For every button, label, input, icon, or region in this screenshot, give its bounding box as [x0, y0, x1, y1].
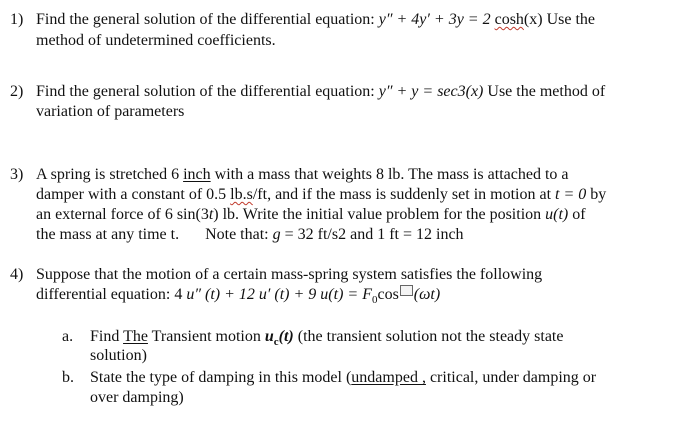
- q4-a-text: Find: [90, 328, 124, 345]
- q4-f0-subscript: 0: [371, 294, 378, 307]
- q4-omega-t: (ωt): [413, 286, 441, 303]
- q3-l1-text: A spring is stretched 6: [36, 166, 184, 183]
- q3-u-of-t: u(t): [545, 206, 569, 223]
- q4-a-c-subscript: c: [273, 336, 279, 349]
- q4-a-of-t: (t): [278, 328, 294, 345]
- q3-l2-text: damper with a constant of 0.5: [36, 186, 231, 203]
- q3-line4: [36, 225, 464, 245]
- q2-line1: [36, 82, 605, 102]
- q2-line2: variation of parameters: [36, 103, 185, 120]
- q4-a-u: u: [264, 328, 274, 345]
- q4-a-label: a.: [62, 328, 74, 345]
- q3-t-var: t: [208, 206, 214, 223]
- q3-line2: [36, 185, 606, 205]
- q2-equation: y″ + y = sec3(x): [378, 83, 484, 100]
- q4-a-tail: (the transient solution not the steady state: [293, 328, 564, 345]
- q3-l2-tail: by: [586, 186, 607, 203]
- q1-text: Find the general solution of the differential equation:: [36, 11, 379, 28]
- q3-l3-mid: ) lb. Write the initial value problem for the position: [213, 206, 546, 223]
- placeholder-box-icon: [400, 285, 413, 296]
- q4-b-label: b.: [62, 369, 74, 386]
- q4-l2-text: differential equation: 4: [36, 286, 187, 303]
- q4-line1: Suppose that the motion of a certain mass-spring system satisfies the following: [36, 266, 543, 283]
- q1-line2: method of undetermined coefficients.: [36, 32, 276, 49]
- q2-tail: Use the method of: [483, 83, 606, 100]
- q4-number: 4): [10, 266, 24, 283]
- q4-b-text: State the type of damping in this model (: [90, 369, 352, 386]
- q4-cos: cos: [377, 286, 399, 303]
- q3-l3-tail: of: [568, 206, 586, 223]
- q3-number: 3): [10, 166, 24, 183]
- q3-unit-lbs: lb.s: [230, 186, 253, 203]
- q4-b-line1: [90, 368, 596, 388]
- q3-l4-text: the mass at any time t.: [36, 226, 180, 243]
- q3-note-label: Note that:: [205, 226, 273, 243]
- q1-equation: y″ + 4y′ + 3y = 2: [378, 11, 495, 28]
- q2-number: 2): [10, 83, 24, 100]
- q3-line3: [36, 205, 586, 225]
- q1-number: 1): [10, 11, 24, 28]
- q4-equation: u″ (t) + 12 u′ (t) + 9 u(t) = F: [186, 286, 372, 303]
- q4-b-tail: critical, under damping or: [425, 369, 597, 386]
- q3-line1: [36, 165, 569, 185]
- q4-line2: [36, 285, 440, 305]
- q1-line1: [36, 10, 595, 30]
- q4-a-line1: [90, 327, 563, 347]
- q1-arg: (x): [523, 11, 543, 28]
- q3-l3-text: an external force of 6 sin(3: [36, 206, 209, 223]
- q3-g-var: g: [272, 226, 281, 243]
- q4-b-line2: over damping): [90, 389, 184, 406]
- q4-a-line2: solution): [90, 347, 147, 364]
- q1-tail: Use the: [542, 11, 596, 28]
- q4-a-the: The: [123, 328, 148, 345]
- q4-a-mid: Transient motion: [147, 328, 265, 345]
- q4-b-undamped: undamped ,: [351, 369, 426, 386]
- q3-l2-mid: /ft, and if the mass is suddenly set in motion at: [252, 186, 556, 203]
- q2-text: Find the general solution of the differential equation:: [36, 83, 379, 100]
- q3-t-zero: t = 0: [555, 186, 587, 203]
- q3-note-values: = 32 ft/s2 and 1 ft = 12 inch: [280, 226, 464, 243]
- q3-inch-word: inch: [183, 166, 211, 183]
- q3-l1-tail: with a mass that weights 8 lb. The mass is attached to a: [210, 166, 569, 183]
- q1-cosh: cosh: [494, 11, 524, 28]
